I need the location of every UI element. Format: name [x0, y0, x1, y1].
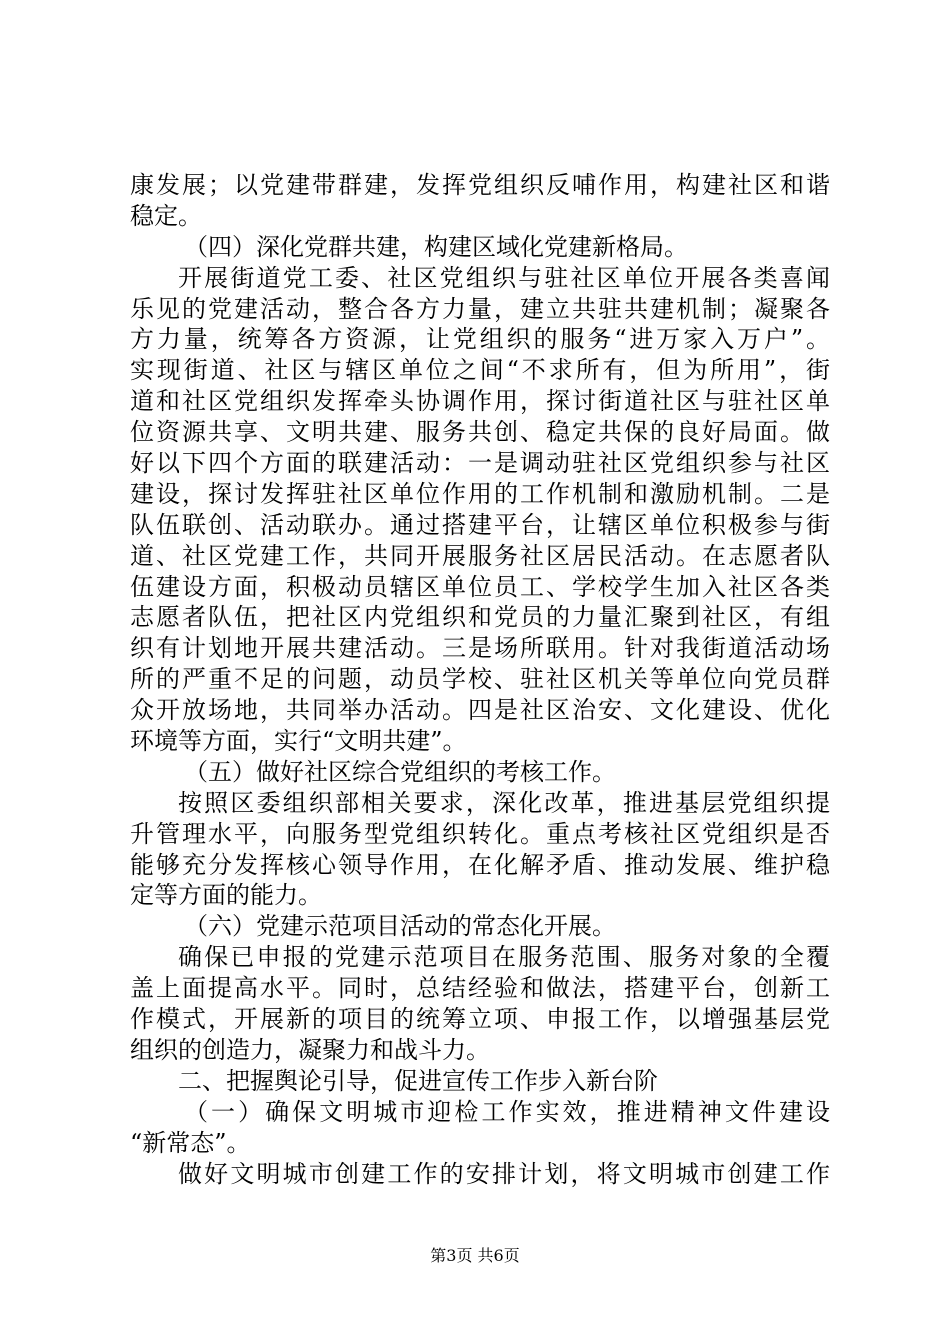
body-line: 建设，探讨发挥驻社区单位作用的工作机制和激励机制。二是 [130, 479, 830, 508]
body-line: 所的严重不足的问题，动员学校、驻社区机关等单位向党员群 [130, 665, 830, 694]
body-line: 实现街道、社区与辖区单位之间“不求所有，但为所用”，街 [130, 356, 830, 385]
body-line: “新常态”。 [130, 1128, 251, 1157]
body-line: 环境等方面，实行“文明共建”。 [130, 727, 467, 756]
body-line: 志愿者队伍，把社区内党组织和党员的力量汇聚到社区，有组 [130, 603, 830, 632]
body-line: 道和社区党组织发挥牵头协调作用，探讨街道社区与驻社区单 [130, 387, 830, 416]
paragraph-first-line: 确保已申报的党建示范项目在服务范围、服务对象的全覆 [178, 943, 830, 972]
body-line: 好以下四个方面的联建活动：一是调动驻社区党组织参与社区 [130, 449, 830, 478]
body-line: 道、社区党建工作，共同开展服务社区居民活动。在志愿者队 [130, 541, 830, 570]
body-line: 位资源共享、文明共建、服务共创、稳定共保的良好局面。做 [130, 418, 830, 447]
body-line: 稳定。 [130, 201, 202, 230]
body-line: 定等方面的能力。 [130, 881, 322, 910]
document-body [130, 170, 830, 1189]
paragraph-first-line: 开展街道党工委、社区党组织与驻社区单位开展各类喜闻 [178, 263, 830, 292]
body-line: 能够充分发挥核心领导作用，在化解矛盾、推动发展、维护稳 [130, 850, 830, 879]
section-heading: （五）做好社区综合党组织的考核工作。 [184, 757, 616, 786]
body-line: 伍建设方面，积极动员辖区单位员工、学校学生加入社区各类 [130, 572, 830, 601]
body-line: 众开放场地，共同举办活动。四是社区治安、文化建设、优化 [130, 696, 830, 725]
body-line: 作模式，开展新的项目的统筹立项、申报工作，以增强基层党 [130, 1005, 830, 1034]
page-number-footer: 第3页 共6页 [430, 1246, 520, 1265]
body-line: 组织的创造力，凝聚力和战斗力。 [130, 1035, 490, 1064]
body-line: 方力量，统筹各方资源，让党组织的服务“进万家入万户”。 [130, 325, 830, 354]
body-line: 盖上面提高水平。同时，总结经验和做法，搭建平台，创新工 [130, 974, 830, 1003]
chapter-heading: 二、把握舆论引导，促进宣传工作步入新台阶 [178, 1066, 658, 1095]
body-line: 队伍联创、活动联办。通过搭建平台，让辖区单位积极参与街 [130, 510, 830, 539]
section-heading: （四）深化党群共建，构建区域化党建新格局。 [184, 232, 688, 261]
section-heading: （一）确保文明城市迎检工作实效，推进精神文件建设 [184, 1097, 830, 1126]
body-line: 乐见的党建活动，整合各方力量，建立共驻共建机制；凝聚各 [130, 294, 830, 323]
body-line: 织有计划地开展共建活动。三是场所联用。针对我街道活动场 [130, 634, 830, 663]
body-line: 康发展；以党建带群建，发挥党组织反哺作用，构建社区和谐 [130, 171, 830, 199]
section-heading: （六）党建示范项目活动的常态化开展。 [184, 912, 616, 941]
paragraph-first-line: 做好文明城市创建工作的安排计划，将文明城市创建工作 [178, 1159, 830, 1188]
body-line: 升管理水平，向服务型党组织转化。重点考核社区党组织是否 [130, 819, 830, 848]
paragraph-first-line: 按照区委组织部相关要求，深化改革，推进基层党组织提 [178, 788, 830, 817]
